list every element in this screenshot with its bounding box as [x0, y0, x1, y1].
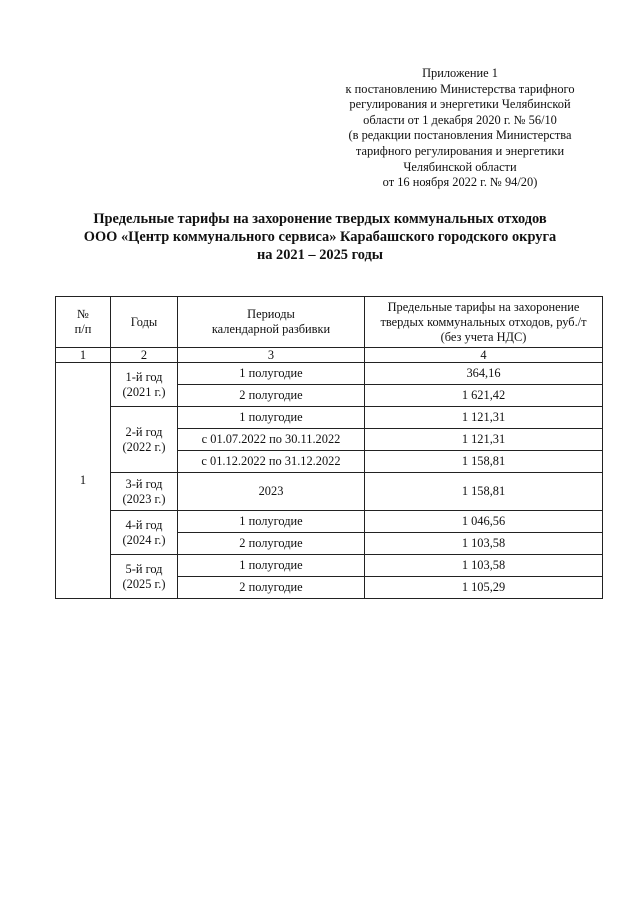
period-cell: 2 полугодие [178, 533, 365, 555]
tariff-cell: 1 621,42 [365, 385, 603, 407]
tariff-cell: 364,16 [365, 363, 603, 385]
tariff-cell: 1 103,58 [365, 555, 603, 577]
tariff-cell: 1 158,81 [365, 473, 603, 511]
table-header-row [56, 297, 603, 348]
appendix-line: от 16 ноября 2022 г. № 94/20) [382, 175, 538, 190]
table-row [56, 407, 603, 429]
title-line: Предельные тарифы на захоронение твердых коммунальных отходов [93, 211, 547, 227]
table-row [56, 473, 603, 511]
appendix-line: Приложение 1 [422, 66, 498, 80]
tariff-table [55, 296, 603, 599]
period-cell: с 01.07.2022 по 30.11.2022 [178, 429, 365, 451]
tariff-cell: 1 103,58 [365, 533, 603, 555]
appendix-line: к постановлению Министерства тарифного [345, 81, 575, 96]
appendix-line: тарифного регулирования и энергетики [355, 143, 565, 158]
table-row [56, 555, 603, 577]
period-cell: 1 полугодие [178, 511, 365, 533]
tariff-cell: 1 046,56 [365, 511, 603, 533]
column-number-row [56, 348, 603, 363]
table-row [56, 363, 603, 385]
appendix-line: области от 1 декабря 2020 г. № 56/10 [363, 112, 557, 127]
header-number: № п/п [56, 297, 111, 348]
appendix-line: (в редакции постановления Министерства [348, 128, 572, 143]
tariff-cell: 1 121,31 [365, 429, 603, 451]
period-cell: 1 полугодие [178, 407, 365, 429]
title-line: на 2021 – 2025 годы [256, 247, 384, 263]
tariff-cell: 1 105,29 [365, 577, 603, 599]
period-cell: 2 полугодие [178, 577, 365, 599]
column-number: 3 [178, 348, 365, 363]
header-years: Годы [111, 297, 178, 348]
appendix-line: регулирования и энергетики Челябинской [349, 97, 571, 112]
title-line: ООО «Центр коммунального сервиса» Карабашского городского округа [83, 229, 557, 245]
document-title [40, 210, 600, 264]
year-cell: 3-й год (2023 г.) [111, 473, 178, 511]
header-periods: Периоды календарной разбивки [178, 297, 365, 348]
table-row [56, 511, 603, 533]
period-cell: 2023 [178, 473, 365, 511]
appendix-reference [330, 66, 590, 191]
year-cell: 5-й год (2025 г.) [111, 555, 178, 599]
row-number-cell: 1 [56, 363, 111, 599]
year-cell: 1-й год (2021 г.) [111, 363, 178, 407]
tariff-cell: 1 121,31 [365, 407, 603, 429]
column-number: 1 [56, 348, 111, 363]
period-cell: 1 полугодие [178, 363, 365, 385]
header-tariff: Предельные тарифы на захоронение твердых коммунальных отходов, руб./т (без учета НДС) [365, 297, 603, 348]
period-cell: 2 полугодие [178, 385, 365, 407]
column-number: 2 [111, 348, 178, 363]
tariff-cell: 1 158,81 [365, 451, 603, 473]
period-cell: 1 полугодие [178, 555, 365, 577]
year-cell: 2-й год (2022 г.) [111, 407, 178, 473]
appendix-line: Челябинской области [403, 159, 517, 174]
column-number: 4 [365, 348, 603, 363]
period-cell: с 01.12.2022 по 31.12.2022 [178, 451, 365, 473]
year-cell: 4-й год (2024 г.) [111, 511, 178, 555]
